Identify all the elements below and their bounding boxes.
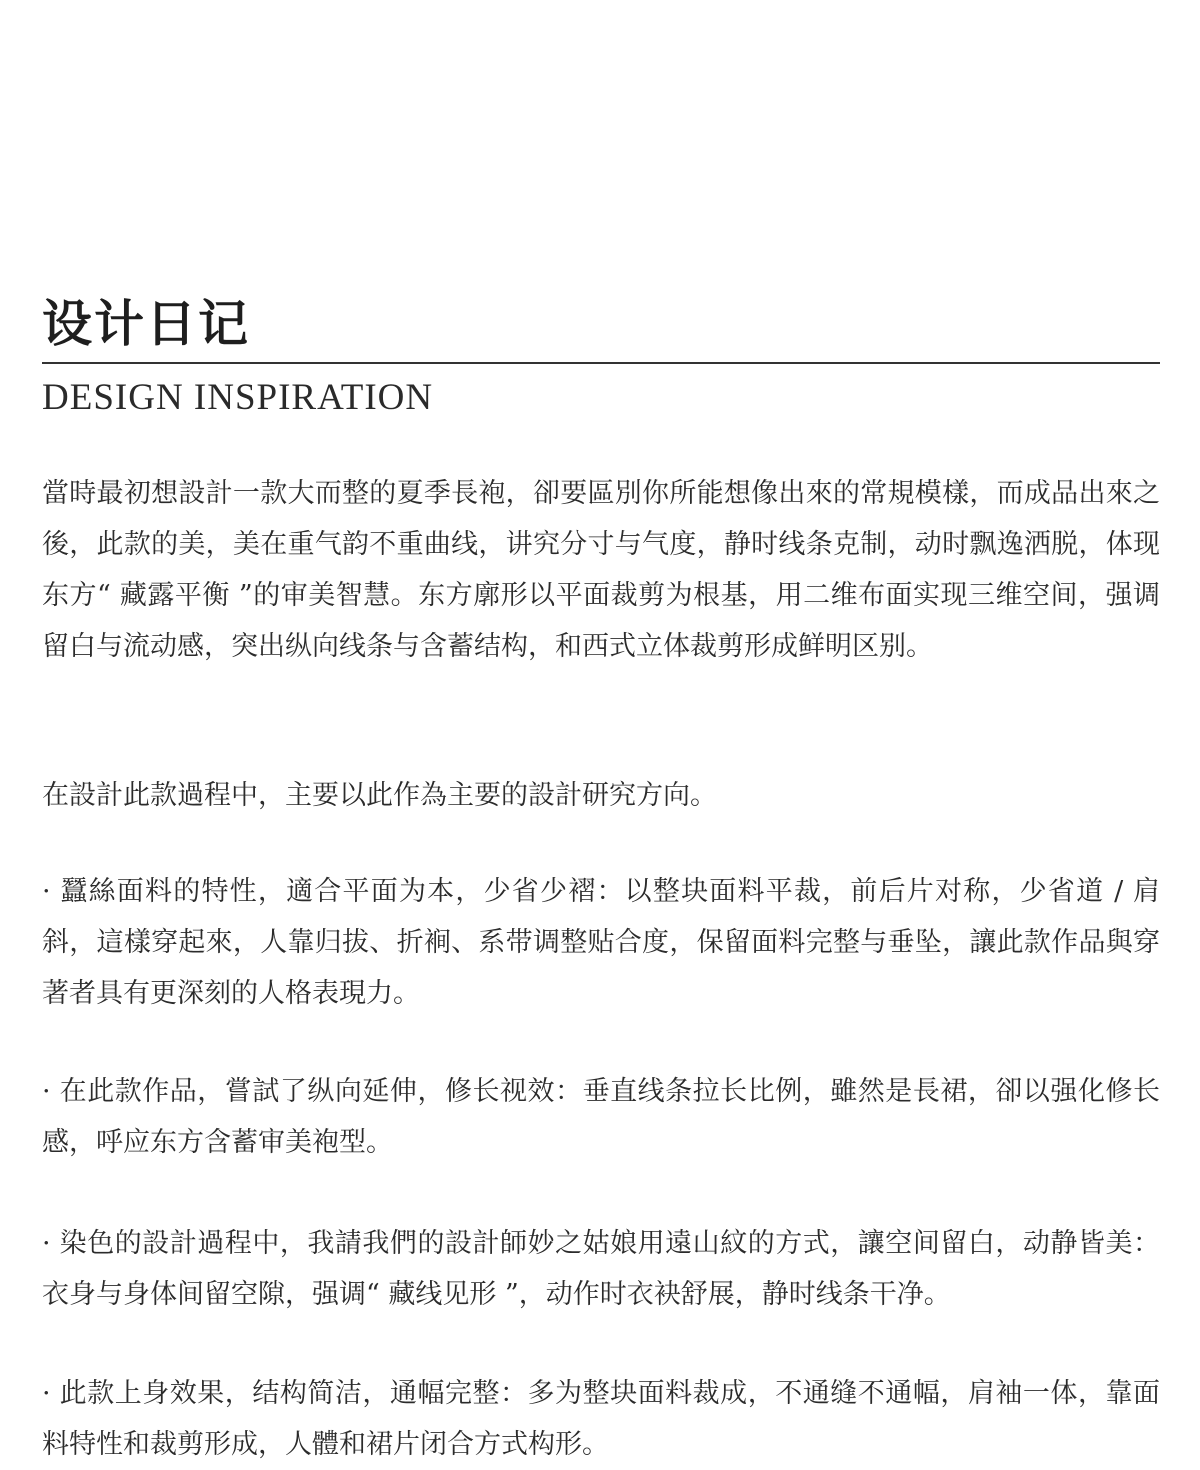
fabric-point: · 蠶絲面料的特性，適合平面为本，少省少褶：以整块面料平裁，前后片对称，少省道 / 肩斜，這樣穿起來，人靠归拔、折裥、系带调整贴合度，保留面料完整与垂坠，讓此款作品與穿著者具有更深刻的人格表現力。 (42, 876, 1160, 1009)
page-title: 设计日记 (42, 294, 250, 353)
dyeing-point: · 染色的設計過程中，我請我們的設計師妙之姑娘用遠山紋的方式，讓空间留白，动静皆美：衣身与身体间留空隙，强调“ 藏线见形 ”，动作时衣袂舒展，静时线条干净。 (42, 1228, 1160, 1310)
silhouette-point: · 在此款作品，嘗試了纵向延伸，修长视效：垂直线条拉长比例，雖然是長裙，卻以强化修长感，呼应东方含蓄审美袍型。 (42, 1076, 1160, 1158)
wearing-effect-point: · 此款上身效果，结构简洁，通幅完整：多为整块面料裁成，不通缝不通幅，肩袖一体，靠面料特性和裁剪形成，人體和裙片闭合方式构形。 (42, 1378, 1160, 1460)
direction-paragraph: 在設計此款過程中，主要以此作為主要的設計研究方向。 (42, 780, 717, 811)
intro-paragraph: 當時最初想設計一款大而整的夏季長袍，卻要區別你所能想像出來的常規模樣，而成品出來之後，此款的美，美在重气韵不重曲线，讲究分寸与气度，静时线条克制，动时飘逸洒脱，体现东方“ 藏露平衡 ”的审美智慧。东方廓形以平面裁剪为根基，用二维布面实现三维空间，强调留白与流动感，突出纵向线条与含蓄结构，和西式立体裁剪形成鲜明区别。 (42, 478, 1160, 662)
title-divider (42, 362, 1160, 364)
design-diary-page (42, 0, 1160, 1464)
page-subtitle: DESIGN INSPIRATION (42, 377, 434, 418)
